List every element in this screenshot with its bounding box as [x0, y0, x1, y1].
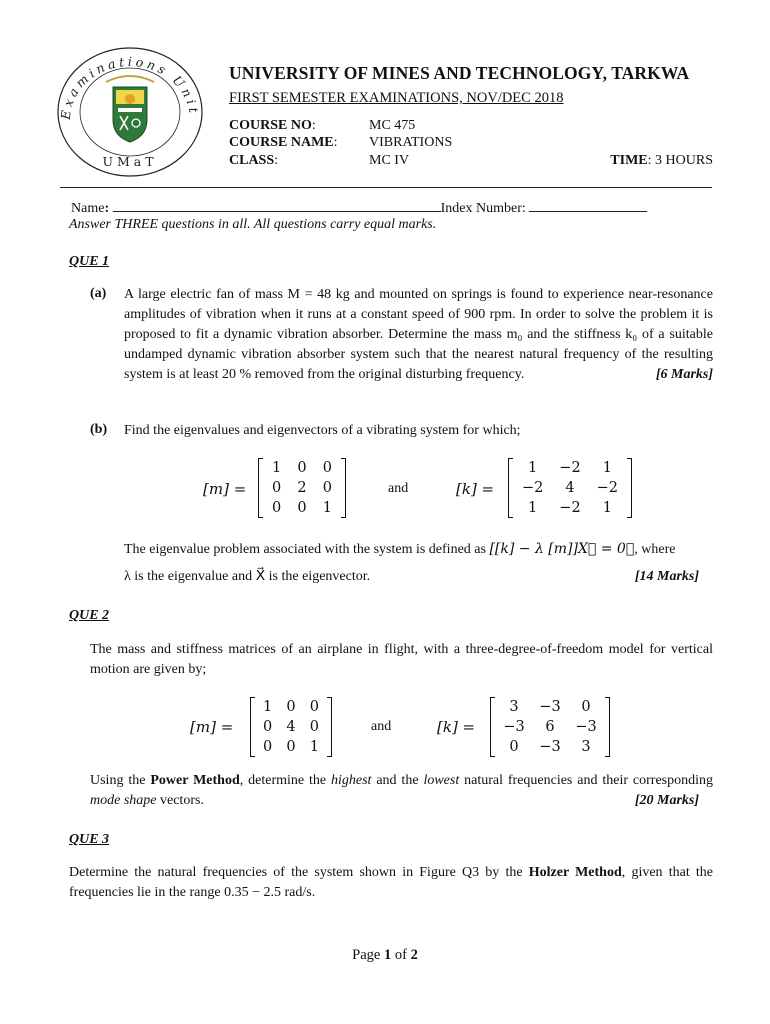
course-name-label: COURSE NAME [229, 135, 334, 150]
q1a-marks: [6 Marks] [655, 367, 713, 382]
candidate-line: Name: Index Number: [71, 199, 647, 217]
q2-k-cell: 3 [581, 739, 591, 755]
q2-m-cell: 0 [309, 699, 319, 715]
question-3-heading: QUE 3 [69, 832, 110, 847]
class-label: CLASS [229, 153, 275, 168]
q1-m-cell: 0 [322, 460, 332, 476]
q1-k-cell: 1 [602, 460, 612, 476]
q2-task: Using the Power Method, determine the highest and the lowest natural frequencies and their corresponding mode shape vectors. [20 Marks] [90, 771, 713, 811]
q2-k-cell: −3 [539, 739, 561, 755]
q1a-text: A large electric fan of mass M = 48 kg and mounted on springs is found to experience near-resonance amplitudes of vibration when it runs at a constant speed of 900 rpm. In order to solve the problem it is proposed to fit a dynamic vibration absorber. Determine the mass m₀ and the stiffness k₀ of a suitable undamped dynamic vibration absorber system such that the nearest natural frequency of the resulting system is at least 20 % removed from the original disturbing frequency. [6 Marks] [124, 285, 713, 385]
q1a-label: (a) [90, 286, 107, 301]
q2-m-cell: 4 [286, 719, 296, 735]
course-no-value: MC 475 [369, 118, 416, 133]
question-1-heading: QUE 1 [69, 254, 110, 269]
svg-text:UMaT: UMaT [102, 154, 158, 169]
q1-k-cell: −2 [559, 500, 581, 516]
university-seal-logo [50, 42, 210, 182]
q1b-text: Find the eigenvalues and eigenvectors of a vibrating system for which; [124, 423, 521, 438]
exam-time: TIME: 3 HOURS [610, 153, 713, 168]
q2-m-cell: 0 [309, 719, 319, 735]
q1-m-cell: 0 [272, 500, 282, 516]
q2-m-cell: 1 [263, 699, 273, 715]
q1-k-cell: 1 [528, 460, 538, 476]
name-blank [113, 199, 441, 212]
q2-stiffness-matrix-name: [k] = [437, 718, 476, 736]
q1b-label: (b) [90, 422, 108, 437]
page-number: Page 1 of 2 [352, 947, 418, 963]
q2-k-cell: 0 [581, 699, 591, 715]
q1-stiffness-matrix-name: [k] = [456, 480, 495, 498]
q2-k-cell: 3 [509, 699, 519, 715]
q2-k-cell: −3 [539, 699, 561, 715]
q1-mass-matrix [258, 458, 346, 518]
svg-text:Examinations Unit: Examinations Unit [57, 53, 202, 121]
q2-m-cell: 0 [263, 739, 273, 755]
eigen-equation: [[k] − λ [m]]X⃗ = 0⃗ [489, 541, 635, 557]
course-no-label: COURSE NO [229, 118, 312, 133]
q2-intro: The mass and stiffness matrices of an airplane in flight, with a three-degree-of-freedom model for vertical motion are given by; [90, 642, 713, 677]
q2-m-cell: 0 [286, 739, 296, 755]
name-label: Name [71, 201, 105, 216]
q1-and: and [388, 481, 409, 496]
q1-m-cell: 1 [322, 500, 332, 516]
q1-k-cell: −2 [596, 480, 618, 496]
q1-m-cell: 0 [272, 480, 282, 496]
q1-m-cell: 0 [297, 500, 307, 516]
q1-stiffness-matrix [508, 458, 632, 518]
q2-mass-matrix [250, 697, 332, 757]
course-name-value: VIBRATIONS [369, 135, 453, 150]
question-2-heading: QUE 2 [69, 608, 110, 623]
q1-k-cell: −2 [559, 460, 581, 476]
instructions: Answer THREE questions in all. All questions carry equal marks. [69, 217, 437, 232]
q1-m-cell: 0 [297, 460, 307, 476]
q2-mass-matrix-name: [m] = [190, 718, 234, 736]
q2-k-cell: 0 [509, 739, 519, 755]
index-label: Index Number: [440, 201, 526, 216]
q1-k-cell: 1 [528, 500, 538, 516]
q2-m-cell: 1 [309, 739, 319, 755]
exam-session: FIRST SEMESTER EXAMINATIONS, NOV/DEC 2018 [229, 90, 564, 106]
course-no-row: COURSE NO: MC 475 [229, 118, 416, 133]
q2-m-cell: 0 [263, 719, 273, 735]
q1-k-cell: 1 [602, 500, 612, 516]
q1-k-cell: −2 [521, 480, 544, 496]
header-divider [60, 187, 712, 188]
index-blank [529, 199, 647, 212]
class-row: CLASS: MC IV [229, 153, 410, 168]
q2-k-cell: −3 [575, 719, 597, 735]
q2-k-cell: −3 [503, 719, 525, 735]
q2-and: and [371, 719, 392, 734]
q2-m-cell: 0 [286, 699, 296, 715]
q1-m-cell: 1 [272, 460, 282, 476]
q3-text: Determine the natural frequencies of the system shown in Figure Q3 by the Holzer Method, given that the frequencies lie in the range 0.35 − 2.5 rad/s. [69, 865, 713, 900]
q1b-eigen-definition: The eigenvalue problem associated with the system is defined as [[k] − λ [m]]X⃗ = 0⃗, where [124, 541, 676, 557]
q1-mass-matrix-name: [m] = [203, 480, 247, 498]
q2-k-cell: 6 [545, 719, 555, 735]
class-value: MC IV [369, 153, 410, 168]
q2-marks: [20 Marks] [634, 793, 699, 808]
q1b-eigen-note: λ is the eigenvalue and X⃗ is the eigenvector. [14 Marks] [124, 567, 699, 587]
q1-k-cell: 4 [565, 480, 575, 496]
course-name-row: COURSE NAME: VIBRATIONS [229, 135, 453, 150]
q2-stiffness-matrix [490, 697, 610, 757]
q1-m-cell: 2 [297, 480, 307, 496]
university-title: UNIVERSITY OF MINES AND TECHNOLOGY, TARKWA [229, 63, 690, 83]
q1-m-cell: 0 [322, 480, 332, 496]
q1b-marks: [14 Marks] [634, 569, 699, 584]
